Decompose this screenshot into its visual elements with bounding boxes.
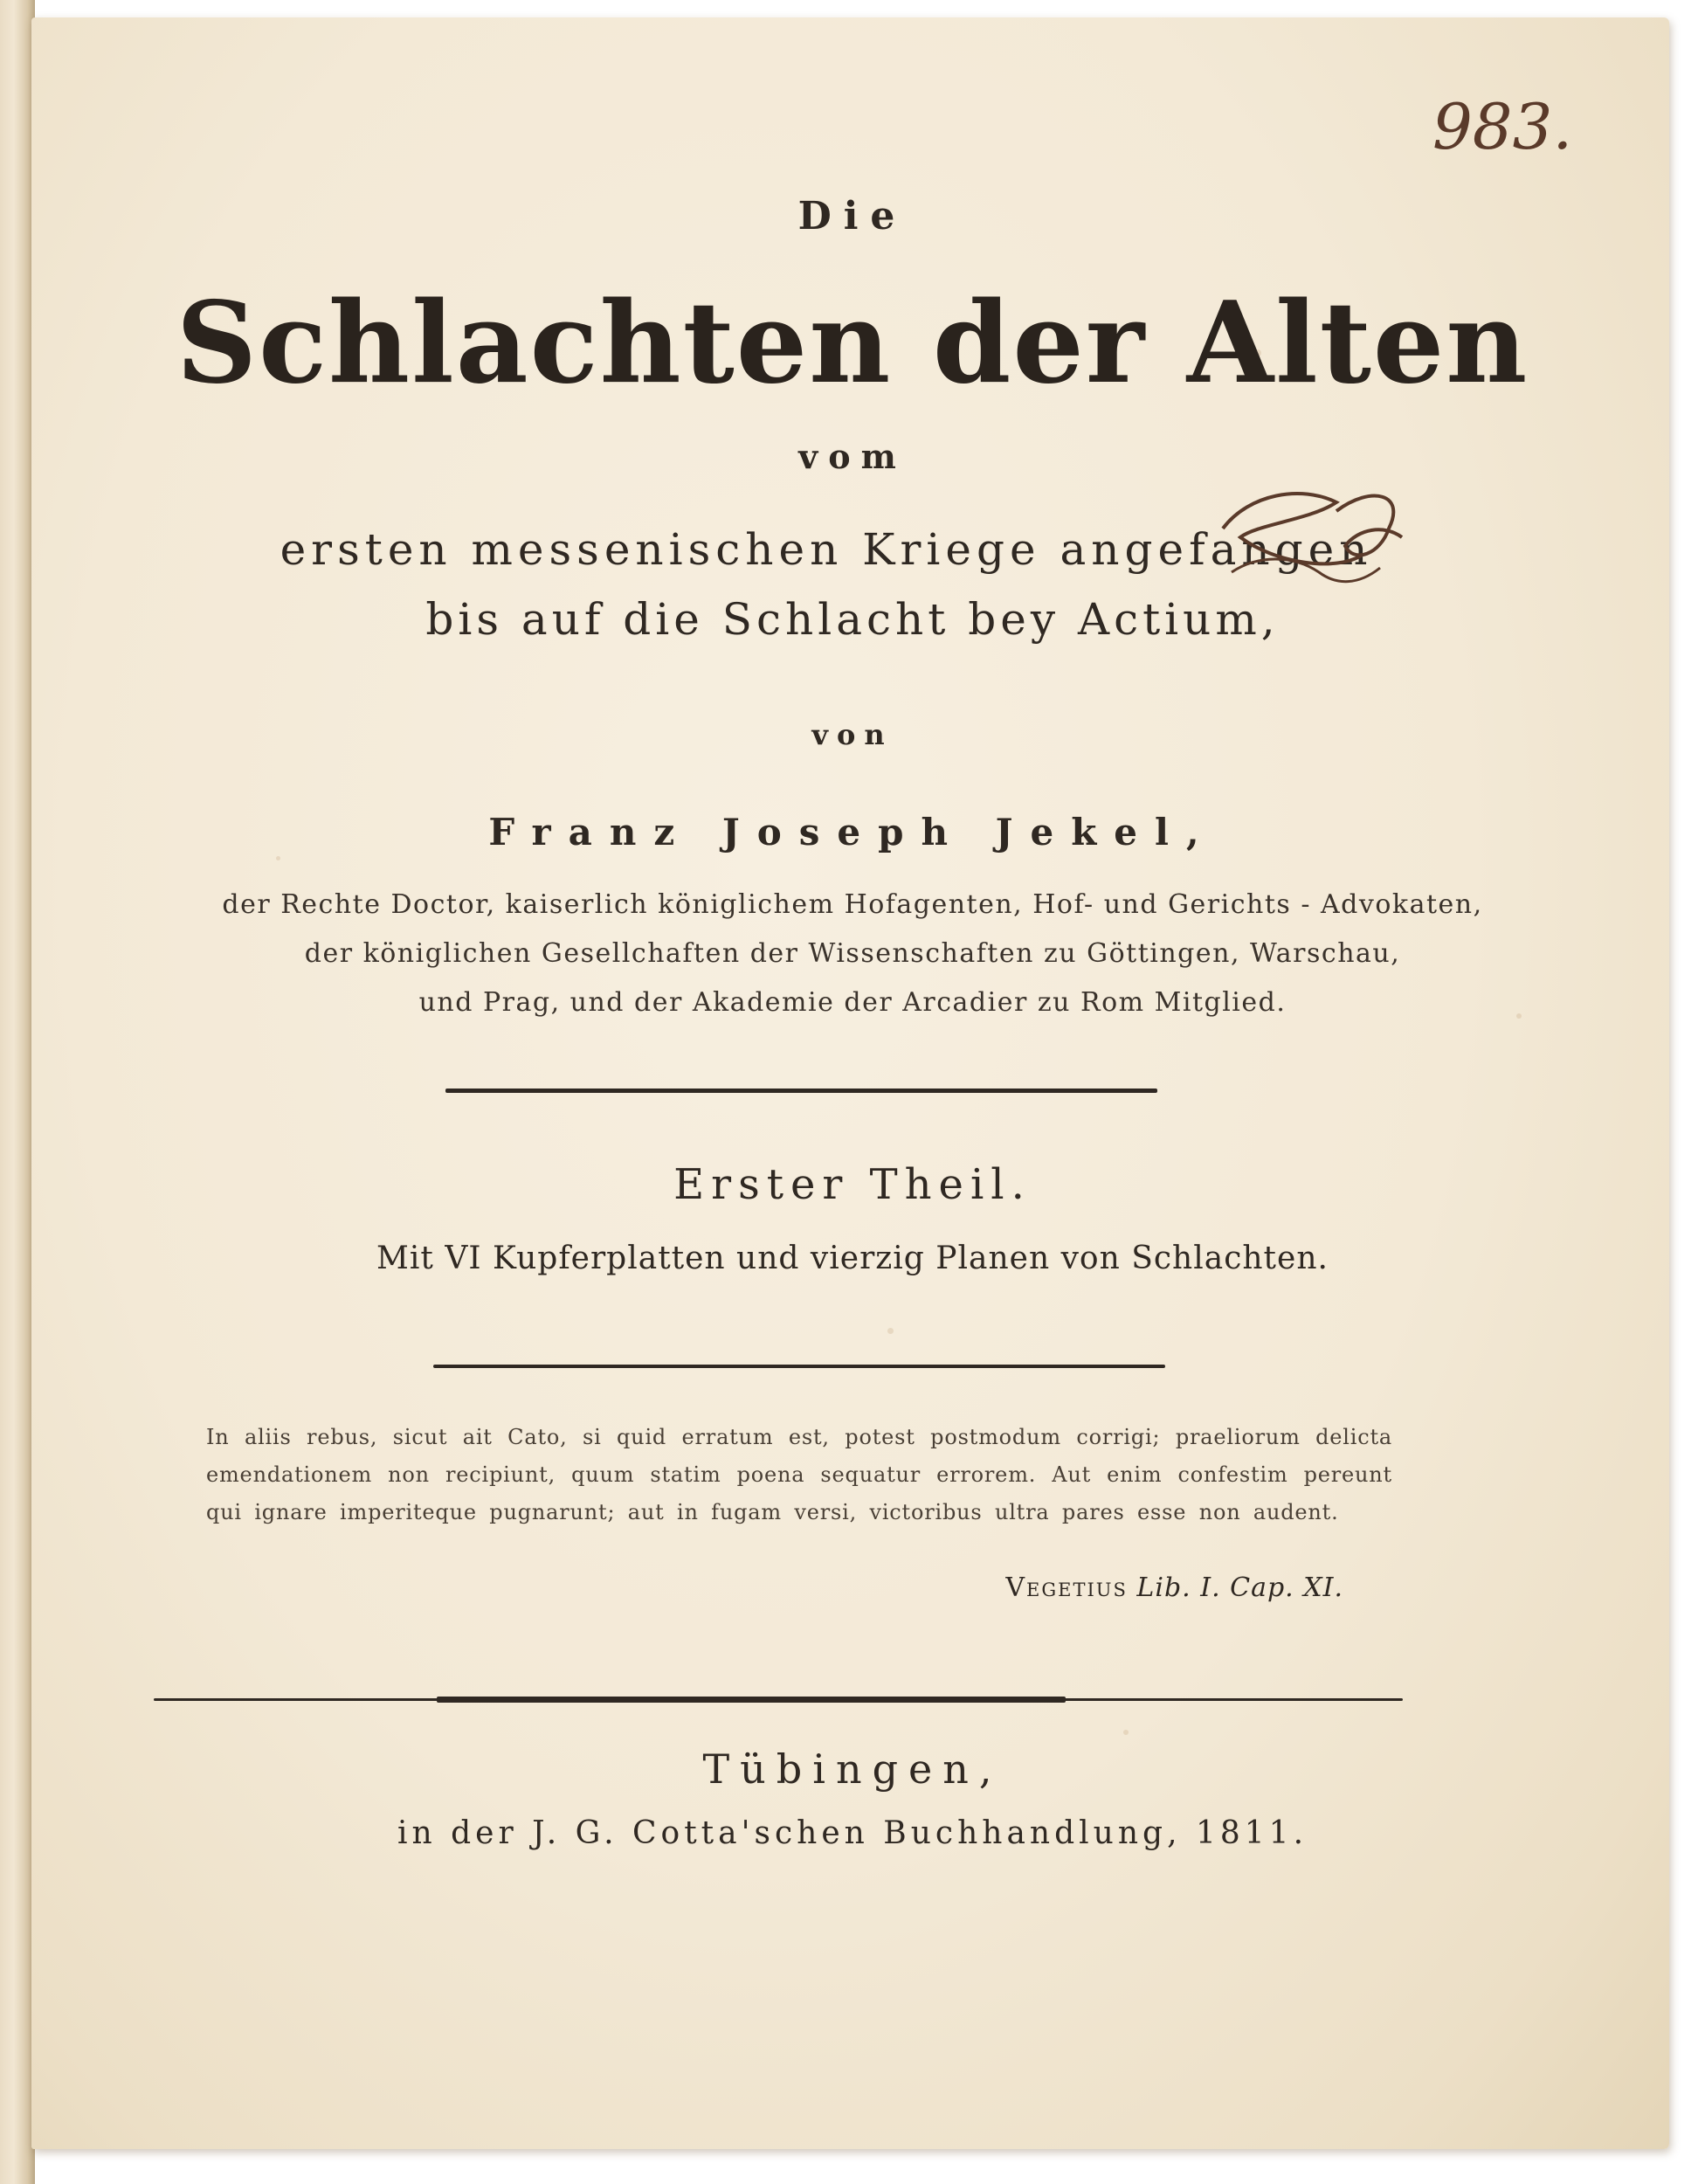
author-credentials-line-1: der Rechte Doctor, kaiserlich königlichem Hofagenten, Hof- und Gerichts - Advokaten, <box>222 889 1483 920</box>
foxing-spot <box>1123 1730 1129 1735</box>
plates-description: Mit VI Kupferplatten und vierzig Planen von Schlachten. <box>376 1241 1329 1276</box>
latin-epigraph: In aliis rebus, sicut ait Cato, si quid erratum est, potest postmodum corrigi; praeliorum delicta emendationem non recipiunt, quum statim poena sequatur errorem. Aut enim confestim pereunt qui ignare imperiteque pugnarunt; aut in fugam versi, victoribus ultra pares esse non audent. <box>206 1425 1392 1524</box>
foxing-spot <box>887 1328 894 1334</box>
imprint-publisher: in der J. G. Cotta'schen Buchhandlung, 1811. <box>397 1815 1308 1851</box>
epigraph-source: Lib. I. Cap. XI. <box>1136 1572 1343 1603</box>
foxing-spot <box>276 856 280 860</box>
volume-part-heading: Erster Theil. <box>673 1160 1032 1209</box>
imprint-place: Tübingen, <box>702 1745 1003 1793</box>
epigraph-author: Vegetius <box>1005 1572 1128 1603</box>
title-word-vom: vom <box>798 437 907 476</box>
divider-rule-top <box>445 1089 1157 1093</box>
title-word-die: Die <box>797 194 908 238</box>
author-name: Franz Joseph Jekel, <box>488 811 1217 854</box>
main-title: Schlachten der Alten <box>176 278 1529 409</box>
title-word-von: von <box>811 718 894 751</box>
shelf-number-text: 983. <box>1432 90 1573 163</box>
divider-rule-middle <box>433 1365 1165 1368</box>
author-credentials-line-3: und Prag, und der Akademie der Arcadier zu Rom Mitglied. <box>418 987 1287 1018</box>
handwritten-shelf-number <box>1424 87 1598 166</box>
handwritten-ink-flourish <box>1205 476 1415 616</box>
divider-rule-bottom-thick <box>437 1697 1066 1703</box>
epigraph-attribution <box>0 1572 1343 1603</box>
author-credentials-line-2: der königlichen Gesellchaften der Wissenschaften zu Göttingen, Warschau, <box>304 938 1401 969</box>
subtitle-line-1: ersten messenischen Kriege angefangen <box>280 524 1373 575</box>
subtitle-line-2: bis auf die Schlacht bey Actium, <box>425 594 1280 645</box>
